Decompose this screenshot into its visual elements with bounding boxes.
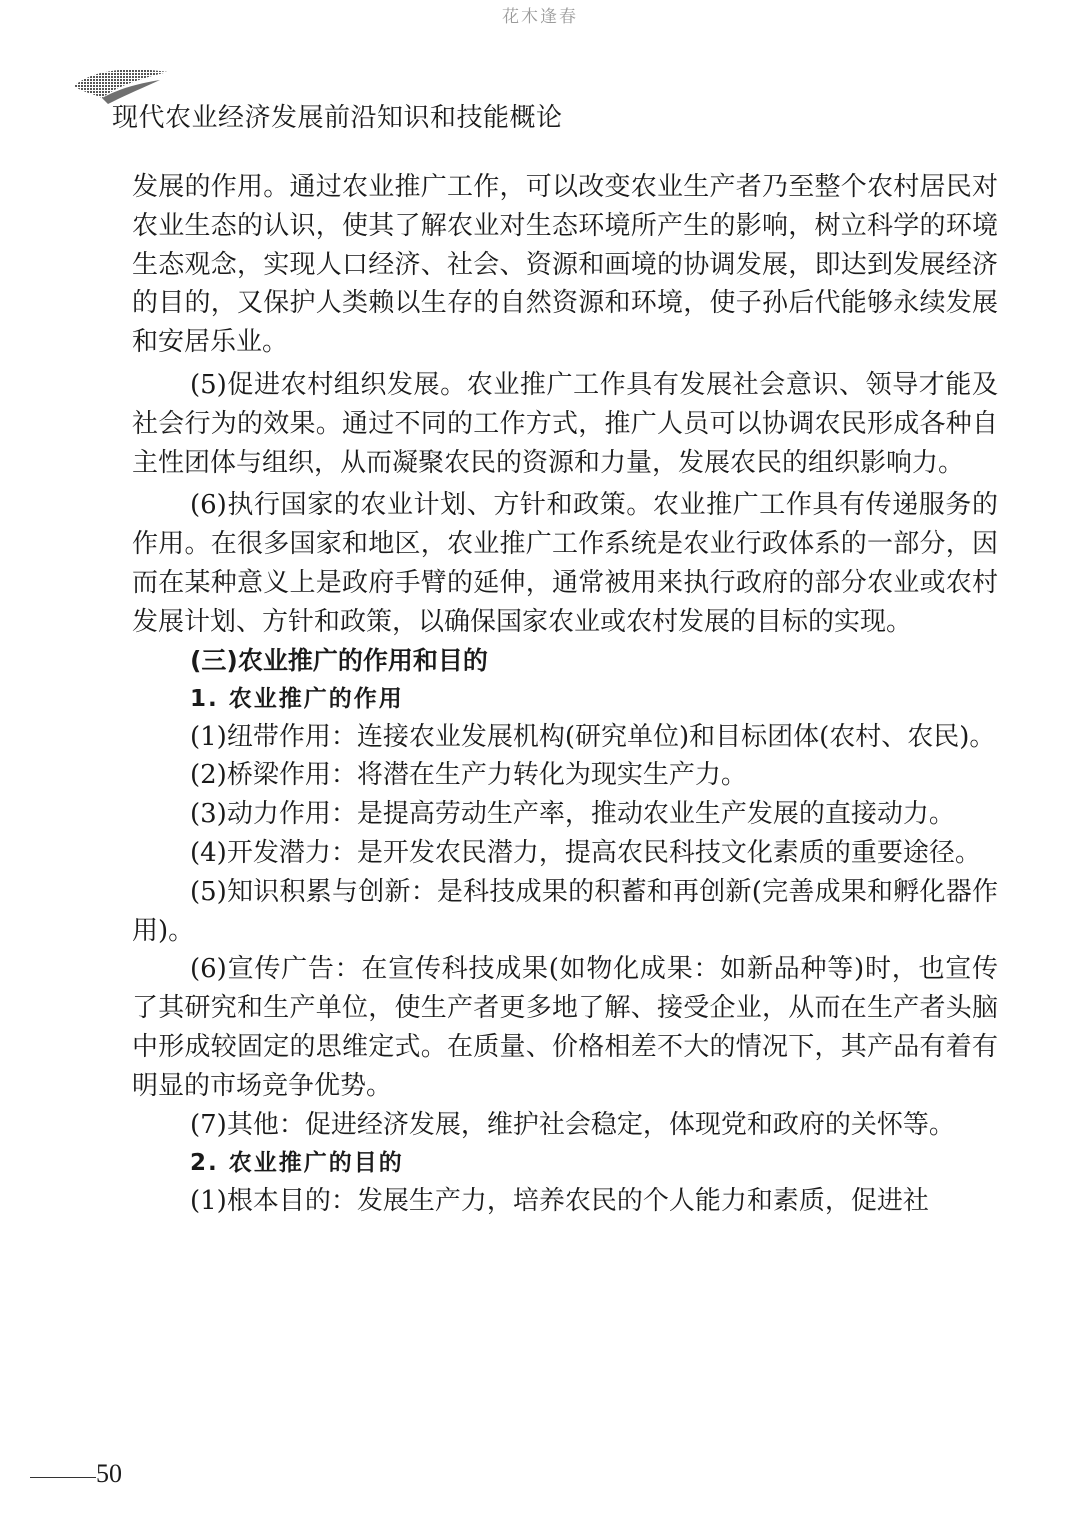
list-item: (4)开发潜力：是开发农民潜力，提高农民科技文化素质的重要途径。	[190, 837, 981, 868]
list-item: (1)纽带作用：连接农业发展机构(研究单位)和目标团体(农村、农民)。	[190, 721, 996, 752]
list-item: (7)其他：促进经济发展，维护社会稳定，体现党和政府的关怀等。	[190, 1109, 955, 1140]
book-title: 现代农业经济发展前沿知识和技能概论	[112, 103, 563, 133]
watermark: 花木逢春	[502, 7, 578, 27]
paragraph: (6)执行国家的农业计划、方针和政策。农业推广工作具有传递服务的作用。在很多国家和地区，农业推广工作系统是农业行政体系的一部分，因而在某种意义上是政府手臂的延伸，通常被用来执行政府的部分农业或农村发展计划、方针和政策，以确保国家农业或农村发展的目标的实现。	[132, 490, 998, 637]
sub-heading: 1. 农业推广的作用	[190, 685, 404, 712]
page-body	[132, 168, 998, 1221]
list-item: (5)知识积累与创新：是科技成果的积蓄和再创新(完善成果和孵化器作用)。	[132, 876, 998, 946]
page-number: 50	[96, 1459, 122, 1488]
footer-rule	[30, 1477, 96, 1478]
list-item: (3)动力作用：是提高劳动生产率，推动农业生产发展的直接动力。	[190, 799, 955, 830]
paragraph: (5)促进农村组织发展。农业推广工作具有发展社会意识、领导才能及社会行为的效果。通过不同的工作方式，推广人员可以协调农民形成各种自主性团体与组织，从而凝聚农民的资源和力量，发展农民的组织影响力。	[132, 369, 998, 478]
paragraph: 发展的作用。通过农业推广工作，可以改变农业生产者乃至整个农村居民对农业生态的认识，使其了解农业对生态环境所产生的影响，树立科学的环境生态观念，实现人口经济、社会、资源和画境的协调发展，即达到发展经济的目的，又保护人类赖以生存的自然资源和环境，使子孙后代能够永续发展和安居乐业。	[132, 172, 998, 358]
list-item: (1)根本目的：发展生产力，培养农民的个人能力和素质，促进社	[190, 1186, 929, 1217]
list-item: (6)宣传广告：在宣传科技成果(如物化成果：如新品种等)时，也宣传了其研究和生产单位，使生产者更多地了解、接受企业，从而在生产者头脑中形成较固定的思维定式。在质量、价格相差不大的情况下，其产品有着有明显的市场竞争优势。	[132, 954, 998, 1101]
sub-heading: 2. 农业推广的目的	[190, 1150, 404, 1177]
list-item: (2)桥梁作用：将潜在生产力转化为现实生产力。	[190, 760, 747, 791]
section-heading: (三)农业推广的作用和目的	[190, 645, 488, 675]
